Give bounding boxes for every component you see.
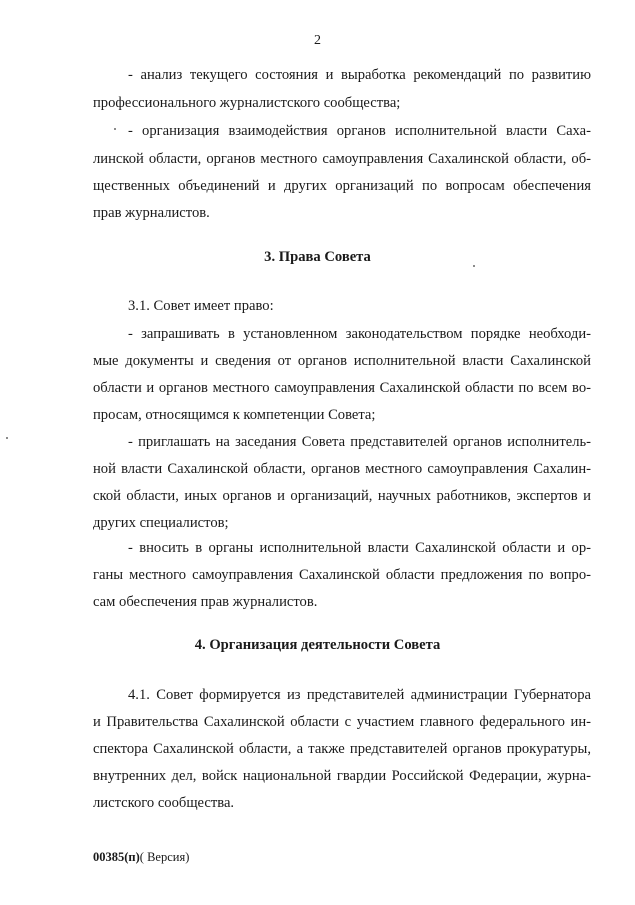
- text-line: профессионального журналистского сообщества;: [93, 95, 401, 111]
- text-line: просам, относящимся к компетенции Совета;: [93, 407, 376, 423]
- text-line: 4.1. Совет формируется из представителей администрации Губернатора: [128, 687, 591, 703]
- text-line: других специалистов;: [93, 515, 229, 531]
- text-line: области и органов местного самоуправления Сахалинской области по всем во-: [93, 380, 591, 396]
- text-line: спектора Сахалинской области, а также представителей органов прокуратуры,: [93, 741, 591, 757]
- text-line: прав журналистов.: [93, 205, 210, 221]
- text-line: щественных объединений и других организаций по вопросам обеспечения: [93, 178, 591, 194]
- scan-speck: [114, 128, 116, 130]
- text-line: линской области, органов местного самоуправления Сахалинской области, об-: [93, 151, 591, 167]
- scan-speck: [6, 437, 8, 439]
- text-line: - анализ текущего состояния и выработка рекомендаций по развитию: [128, 67, 591, 83]
- text-line: - приглашать на заседания Совета представителей органов исполнитель-: [128, 434, 591, 450]
- text-line: мые документы и сведения от органов исполнительной власти Сахалинской: [93, 353, 591, 369]
- text-line: - вносить в органы исполнительной власти Сахалинской области и ор-: [128, 540, 591, 556]
- text-line: ганы местного самоуправления Сахалинской области предложения по вопро-: [93, 567, 591, 583]
- text-line: - запрашивать в установленном законодательством порядке необходи-: [128, 326, 591, 342]
- document-footer: [93, 849, 189, 865]
- document-version: ( Версия): [139, 850, 190, 864]
- document-code: 00385(п): [93, 850, 140, 864]
- text-line: внутренних дел, войск национальной гвардии Российской Федерации, журна-: [93, 768, 591, 784]
- scan-speck: [473, 265, 475, 267]
- text-line: сам обеспечения прав журналистов.: [93, 594, 318, 610]
- text-line: и Правительства Сахалинской области с участием главного федерального ин-: [93, 714, 591, 730]
- text-line: - организация взаимодействия органов исполнительной власти Саха-: [128, 123, 591, 139]
- text-line: 3.1. Совет имеет право:: [128, 298, 274, 314]
- text-line: ной власти Сахалинской области, органов местного самоуправления Сахалин-: [93, 461, 591, 477]
- section-heading: 4. Организация деятельности Совета: [194, 637, 441, 653]
- text-line: листского сообщества.: [93, 795, 235, 811]
- section-heading: 3. Права Совета: [264, 249, 371, 265]
- page-number: 2: [314, 33, 321, 48]
- text-line: ской области, иных органов и организаций, научных работников, экспертов и: [93, 488, 591, 504]
